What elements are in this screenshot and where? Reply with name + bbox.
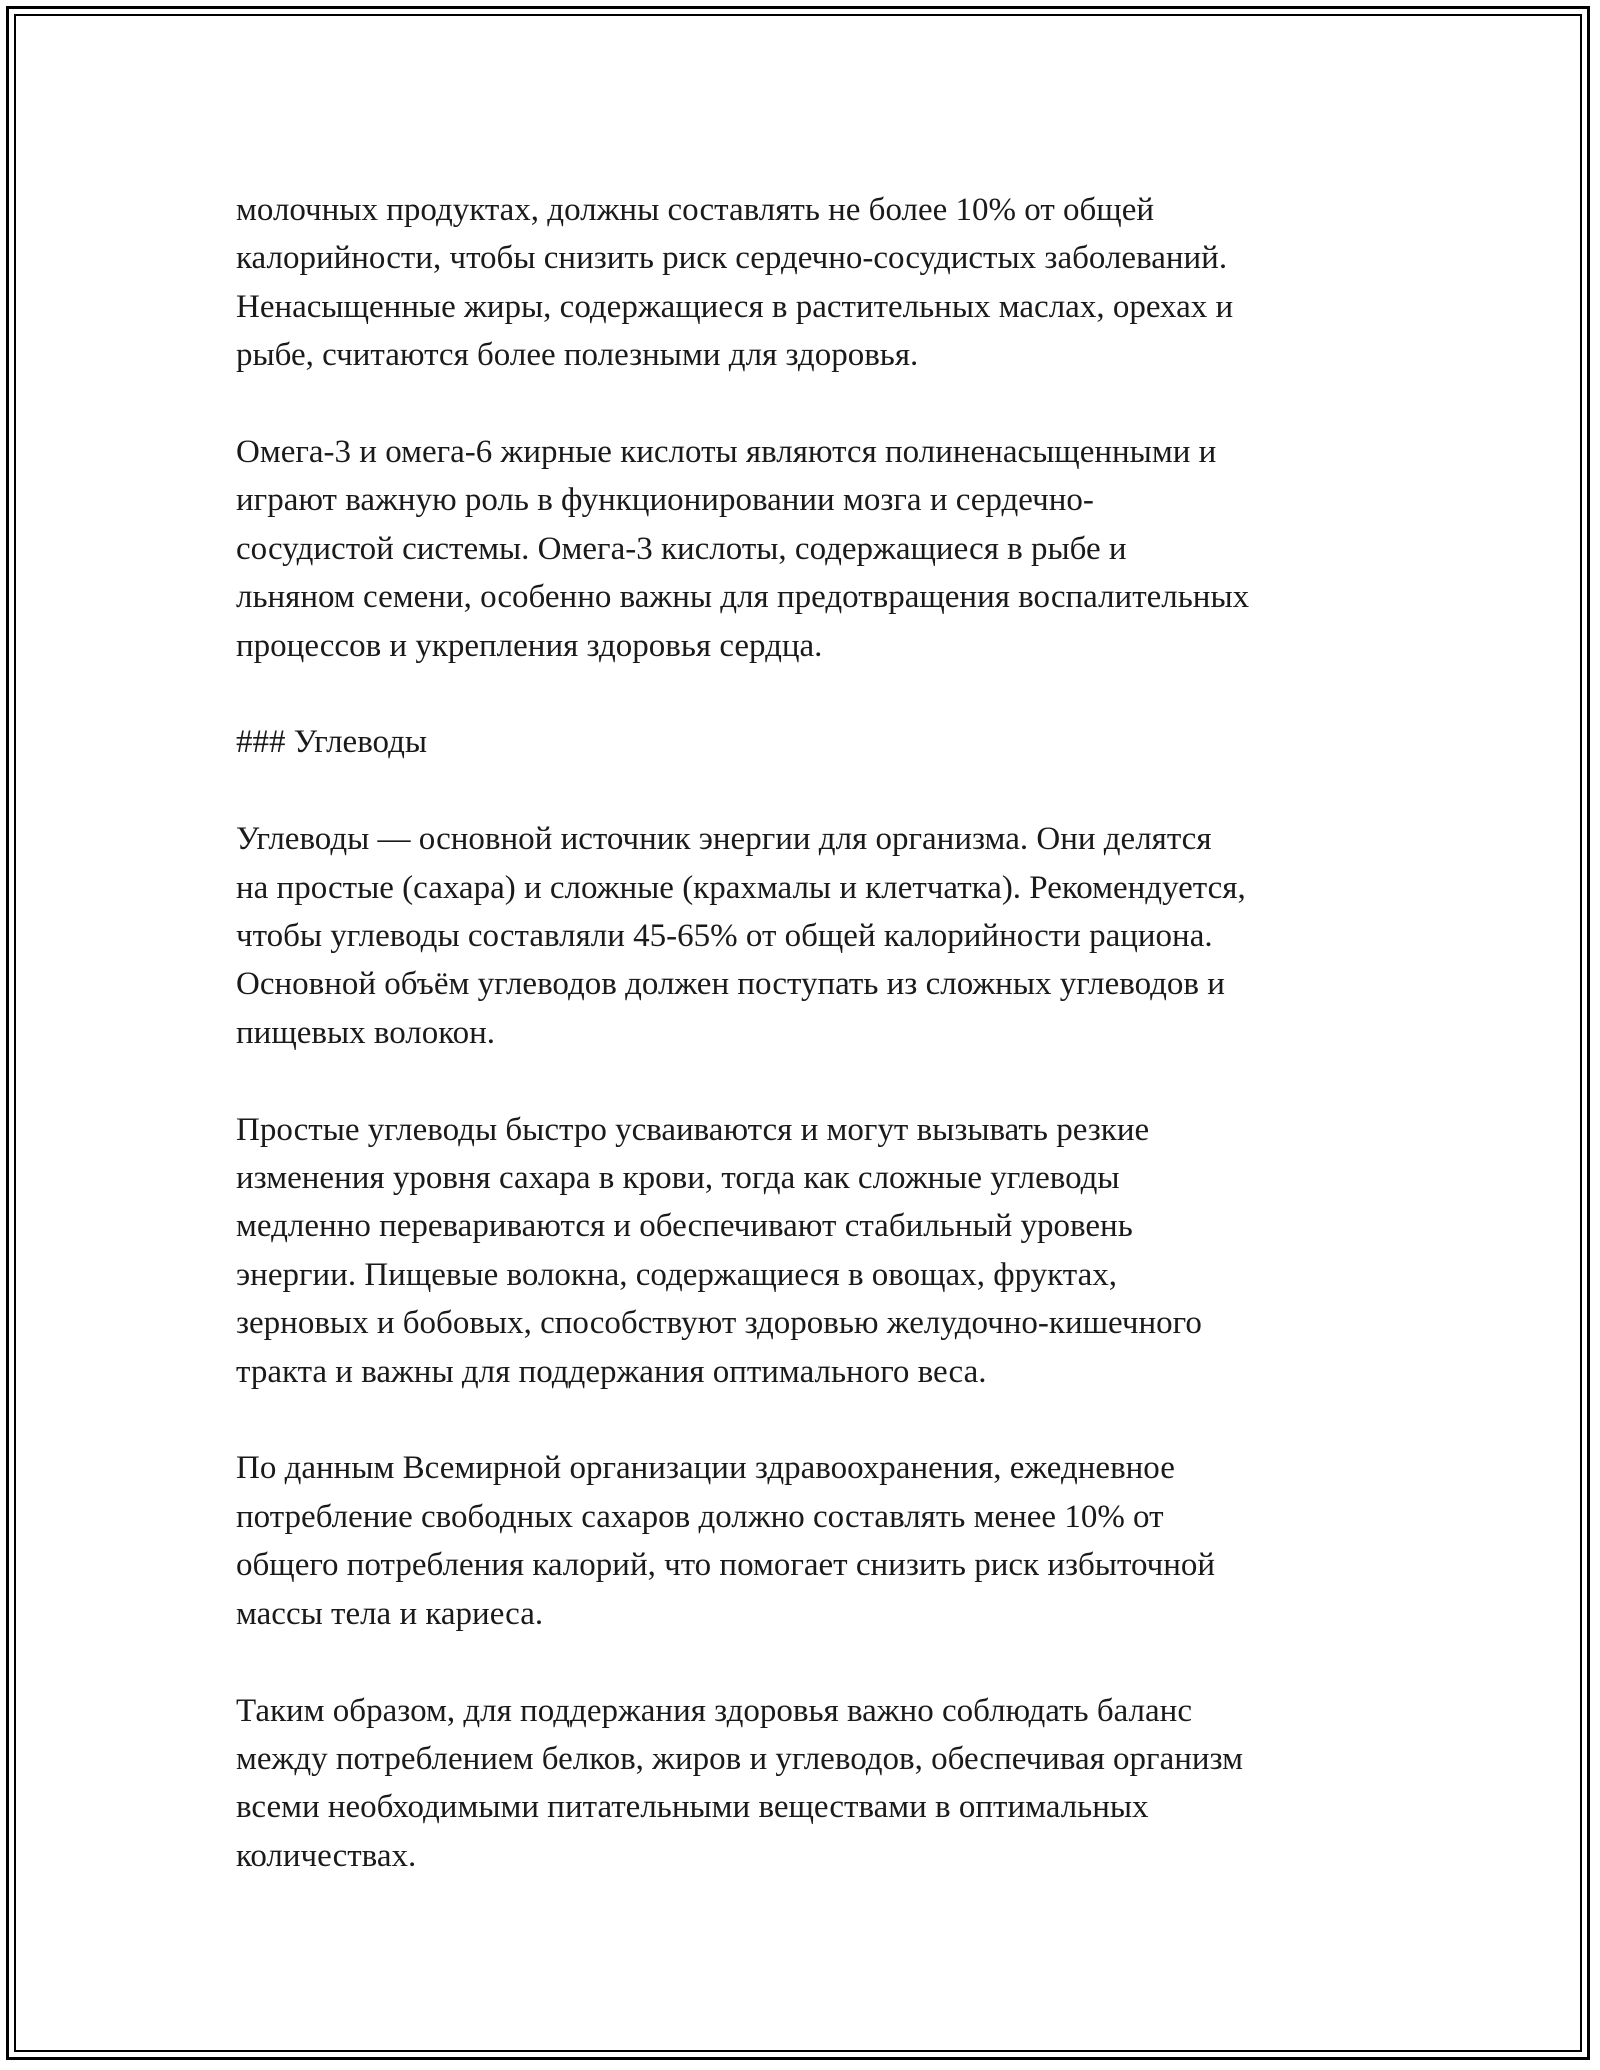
paragraph-omega: Омега-3 и омега-6 жирные кислоты являются полиненасыщенными и играют важную роль в функционировании мозга и сердечно- сосудистой системы. Омега-3 кислоты, содержащиеся в рыбе и льняном семени, особенно важны для предотвращения воспалительных процессов и укрепления здоровья сердца.	[236, 434, 1250, 664]
paragraph-who-sugar: По данным Всемирной организации здравоохранения, ежедневное потребление свободных сахаров должно составлять менее 10% от общего потребления калорий, что помогает снизить риск избыточной массы тела и кариеса.	[236, 1450, 1216, 1632]
paragraph-simple-complex-carbs: Простые углеводы быстро усваиваются и могут вызывать резкие изменения уровня сахара в крови, тогда как сложные углеводы медленно перевариваются и обеспечивают стабильный уровень энергии. Пищевые волокна, содержащиеся в овощах, фруктах, зерновых и бобовых, способствуют здоровью желудочно-кишечного тракта и важны для поддержания оптимального веса.	[236, 1111, 1202, 1390]
document-body	[236, 186, 1376, 1929]
paragraph-carbohydrates-intro: Углеводы — основной источник энергии для организма. Они делятся на простые (сахара) и сложные (крахмалы и клетчатка). Рекомендуется, чтобы углеводы составляли 45-65% от общей калорийности рациона. Основной объём углеводов должен поступать из сложных углеводов и пищевых волокон.	[236, 821, 1246, 1051]
paragraph-conclusion: Таким образом, для поддержания здоровья важно соблюдать баланс между потреблением белков, жиров и углеводов, обеспечивая организм всеми необходимыми питательными веществами в оптимальных количествах.	[236, 1692, 1243, 1874]
section-heading-carbohydrates: ### Углеводы	[236, 724, 428, 761]
paragraph-fats-continued: молочных продуктах, должны составлять не более 10% от общей калорийности, чтобы снизить риск сердечно-сосудистых заболеваний. Ненасыщенные жиры, содержащиеся в растительных маслах, орехах и рыбе, считаются более полезными для здоровья.	[236, 192, 1234, 374]
